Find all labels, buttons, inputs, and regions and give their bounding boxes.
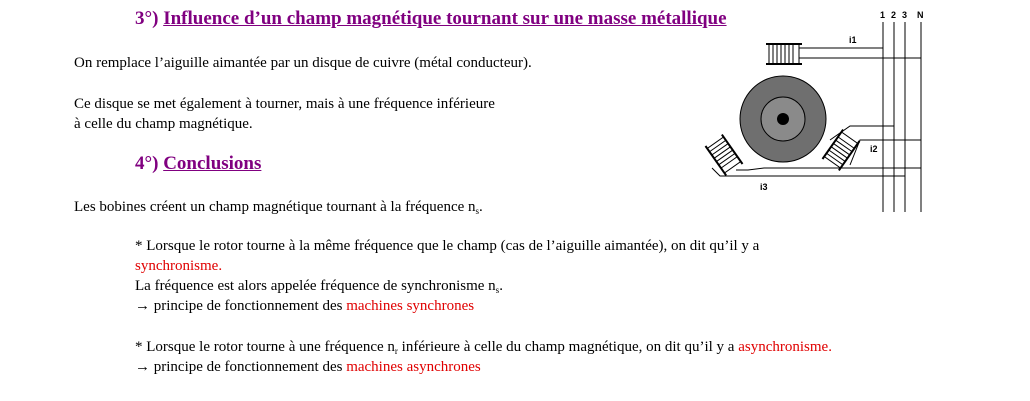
bullet-asynchronous-line-1 bbox=[135, 337, 832, 357]
current-label-i1: i1 bbox=[849, 35, 857, 45]
current-label-i2: i2 bbox=[870, 144, 878, 154]
wire-3-return bbox=[736, 168, 921, 170]
machines-asynchrones: machines asynchrones bbox=[346, 359, 481, 375]
phase-label-3: 3 bbox=[902, 10, 908, 20]
sync-frequency-sub: s bbox=[495, 285, 500, 295]
coil-1 bbox=[766, 44, 802, 64]
term-asynchronisme: asynchronisme bbox=[738, 339, 829, 355]
async-pre: * Lorsque le rotor tourne à une fréquence n bbox=[135, 339, 395, 355]
bullet-asynchronous bbox=[135, 337, 832, 377]
paragraph-copper-disc: On remplace l’aiguille aimantée par un disque de cuivre (métal conducteur). bbox=[74, 55, 532, 71]
section-4-number: 4°) bbox=[135, 153, 159, 174]
machines-synchrones: machines synchrones bbox=[346, 298, 475, 314]
term-synchronisme-end: . bbox=[218, 258, 223, 274]
phase-label-n: N bbox=[917, 10, 924, 20]
wire-3 bbox=[712, 168, 905, 176]
paragraph-disc-rotation-line-2: à celle du champ magnétique. bbox=[74, 116, 253, 132]
bullet-synchronous-line-3 bbox=[135, 276, 759, 296]
sync-frequency-text: La fréquence est alors appelée fréquence de synchronisme n bbox=[135, 278, 496, 294]
arrow-icon: → bbox=[135, 359, 150, 375]
sync-frequency-end: . bbox=[499, 278, 503, 294]
bullet-synchronous-line-1: * Lorsque le rotor tourne à la même fréquence que le champ (cas de l’aiguille aimantée), on dit qu’il y a bbox=[135, 238, 760, 254]
rotating-field-end: . bbox=[479, 199, 483, 215]
principle-text: principe de fonctionnement des bbox=[150, 298, 347, 314]
section-3-number: 3°) bbox=[135, 8, 159, 29]
term-asynchronisme-end: . bbox=[828, 339, 832, 355]
wire-2-return bbox=[850, 140, 921, 165]
arrow-icon: → bbox=[135, 298, 150, 314]
rotor-hub bbox=[777, 113, 789, 125]
section-3-heading bbox=[135, 8, 727, 30]
coil-3 bbox=[705, 135, 742, 176]
coil-2 bbox=[822, 130, 859, 171]
section-3-title: Influence d’un champ magnétique tournant sur une masse métallique bbox=[163, 8, 727, 29]
section-4-title: Conclusions bbox=[163, 153, 262, 174]
rotating-field-sub: s bbox=[475, 206, 480, 216]
async-mid: inférieure à celle du champ magnétique, on dit qu’il y a bbox=[397, 339, 739, 355]
paragraph-disc-rotation-line-1: Ce disque se met également à tourner, mais à une fréquence inférieure bbox=[74, 96, 495, 112]
phase-label-2: 2 bbox=[891, 10, 897, 20]
principle-text-2: principe de fonctionnement des bbox=[150, 359, 347, 375]
phase-label-1: 1 bbox=[880, 10, 886, 20]
three-phase-motor-diagram bbox=[700, 0, 940, 215]
rotating-field-text: Les bobines créent un champ magnétique tournant à la fréquence n bbox=[74, 199, 476, 215]
bullet-synchronous-line-2 bbox=[135, 256, 759, 276]
term-synchronisme: synchronisme bbox=[135, 258, 219, 274]
bullet-synchronous bbox=[135, 236, 759, 316]
bullet-asynchronous-line-2 bbox=[135, 357, 832, 377]
paragraph-disc-rotation bbox=[74, 94, 495, 134]
bullet-synchronous-line-4 bbox=[135, 296, 759, 316]
paragraph-rotating-field bbox=[74, 197, 483, 217]
section-4-heading bbox=[135, 153, 261, 175]
async-sub: r bbox=[394, 346, 398, 356]
current-label-i3: i3 bbox=[760, 182, 768, 192]
